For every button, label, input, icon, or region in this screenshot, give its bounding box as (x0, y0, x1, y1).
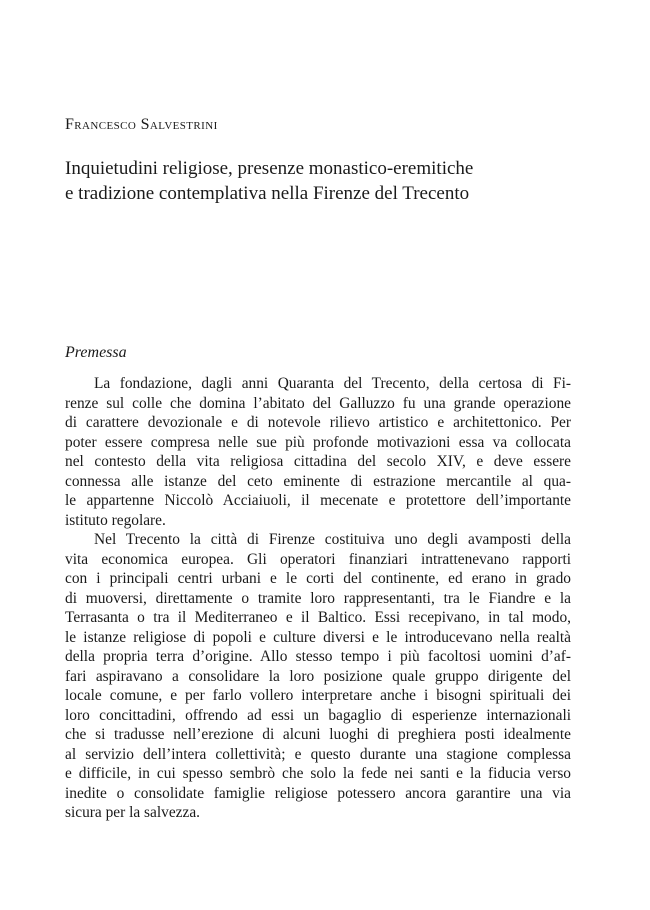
text-line: nel contesto della vita religiosa cittadina del secolo XIV, e deve essere (65, 453, 571, 470)
author-name: Francesco Salvestrini (65, 116, 218, 133)
paragraph (65, 374, 571, 530)
text-line: di carattere devozionale e di notevole rilievo artistico e architettonico. Per (65, 414, 571, 431)
text-line: della propria terra d’origine. Allo stesso tempo i più facoltosi uomini d’af- (65, 648, 571, 665)
text-line: Terrasanta o tra il Mediterraneo e il Baltico. Essi recepivano, in tal modo, (65, 609, 571, 626)
chapter-title-line: Inquietudini religiose, presenze monastico-eremitiche (65, 158, 474, 179)
text-line: vita economica europea. Gli operatori finanziari intrattenevano rapporti (65, 550, 571, 568)
text-line: e difficile, in cui spesso sembrò che solo la fede nei santi e la fiducia verso (65, 765, 571, 782)
text-line: inedite o consolidate famiglie religiose potessero ancora garantire una via (65, 784, 571, 802)
chapter-title-line: e tradizione contemplativa nella Firenze del Trecento (65, 183, 470, 204)
text-line: locale comune, e per farlo vollero interpretare anche i bisogni spirituali dei (65, 687, 571, 704)
section-heading: Premessa (65, 344, 127, 361)
paragraph (65, 530, 571, 823)
text-line: con i principali centri urbani e le corti del continente, ed erano in grado (65, 570, 571, 587)
text-line: connessa alle istanze del ceto eminente di estrazione mercantile al qua- (65, 472, 571, 490)
text-line: al servizio dell’intera collettività; e questo durante una stagione complessa (65, 745, 571, 763)
text-line: che si tradusse nell’erezione di alcuni luoghi di preghiera posti idealmente (65, 726, 571, 743)
text-line: Nel Trecento la città di Firenze costituiva uno degli avamposti della (94, 531, 571, 548)
text-line: di muoversi, direttamente o tramite loro rappresentanti, tra le Fiandre e la (65, 589, 571, 607)
text-line: renze sul colle che domina l’abitato del Galluzzo fu una grande operazione (65, 394, 571, 412)
text-line: istituto regolare. (65, 511, 166, 529)
text-line: sicura per la salvezza. (65, 804, 201, 821)
text-line: fari aspiravano a consolidare la loro posizione quale gruppo dirigente del (65, 667, 571, 685)
text-line: La fondazione, dagli anni Quaranta del Trecento, della certosa di Fi- (94, 375, 571, 392)
text-line: le istanze religiose di popoli e culture diversi e le introducevano nella realtà (65, 628, 571, 646)
text-line: poter essere compresa nelle sue più profonde motivazioni essa va collocata (65, 433, 571, 451)
body-text (65, 374, 571, 823)
chapter-title (65, 156, 585, 206)
text-line: loro concittadini, offrendo ad essi un bagaglio di esperienze internazionali (65, 706, 571, 724)
text-line: le appartenne Niccolò Acciaiuoli, il mecenate e protettore dell’importante (65, 492, 571, 509)
